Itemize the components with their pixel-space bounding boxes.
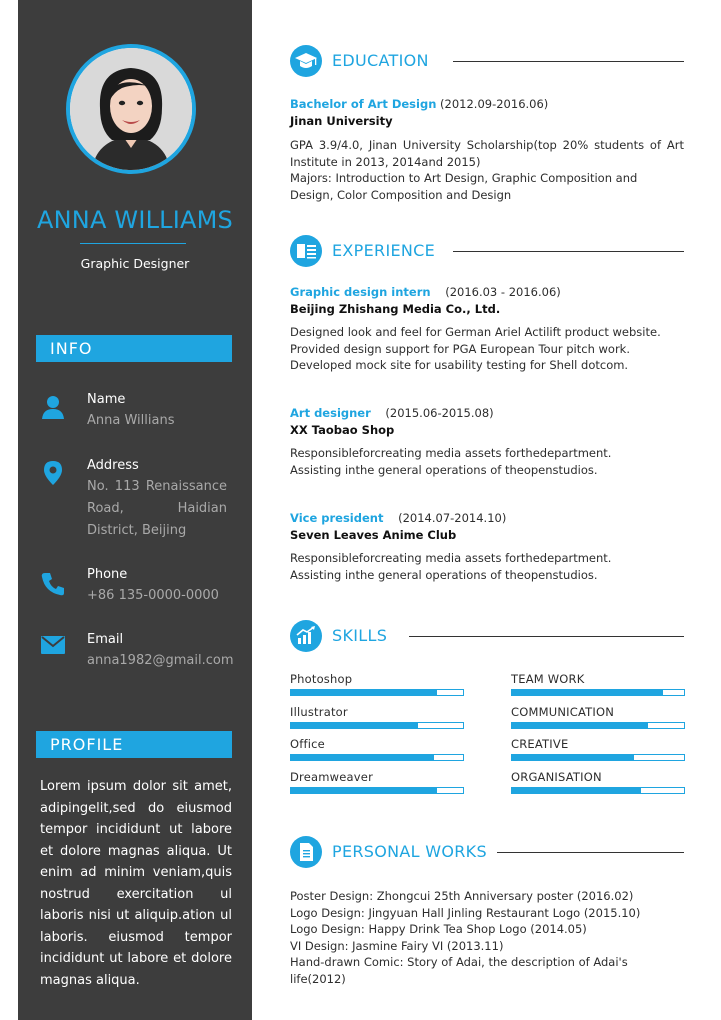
sidebar [18, 0, 252, 1020]
school-name: Jinan University [290, 114, 393, 128]
job-period: (2014.07-2014.10) [398, 511, 507, 525]
info-label: Name [87, 392, 126, 407]
info-value: No. 113 Renaissance Road, Haidian District, Beijing [87, 479, 227, 538]
job-line: Assisting inthe general operations of theopenstudios. [290, 462, 598, 477]
skill-fill [512, 723, 648, 728]
document-icon [290, 836, 322, 868]
job-title-line [290, 511, 506, 525]
job-line: Responsibleforcreating media assets forthedepartment. [290, 551, 612, 565]
info-label: Phone [87, 567, 128, 582]
skill-bar [290, 689, 464, 696]
skill-name: ORGANISATION [511, 770, 602, 784]
work-item: Poster Design: Zhongcui 25th Anniversary poster (2016.02) [290, 889, 634, 903]
skill-fill [291, 755, 434, 760]
skill-fill [291, 788, 437, 793]
profile-text: Lorem ipsum dolor sit amet, adipingelit,sed do eiusmod tempor incididunt ut labore et dolore magnas aliqua. Ut enim ad minim veniam,quis nostrud exercitation ul laboris nisi ut aliquip.ation ul laboris. eiusmod tempor incididunt ut labore et dolore magnas aliqua. [40, 779, 232, 988]
skills-section-header [290, 620, 684, 652]
phone-icon [40, 571, 66, 597]
section-divider [453, 61, 684, 62]
education-degree-line [290, 97, 548, 111]
skill-bar [511, 689, 685, 696]
mail-icon [40, 632, 66, 658]
degree-name: Bachelor of Art Design [290, 97, 437, 111]
job-company: Seven Leaves Anime Club [290, 528, 457, 542]
job-company: Beijing Zhishang Media Co., Ltd. [290, 302, 501, 316]
education-details: GPA 3.9/4.0, Jinan University Scholarship(top 20% students of Art Institute in 2013, 2014and 2015) [290, 138, 684, 169]
skill-bar [511, 787, 685, 794]
section-title: EDUCATION [332, 51, 429, 70]
info-value: +86 135-0000-0000 [87, 588, 219, 603]
section-title: SKILLS [332, 626, 388, 645]
skill-fill [291, 723, 418, 728]
skill-item [290, 705, 464, 729]
skill-name: TEAM WORK [511, 672, 585, 686]
education-section-header [290, 45, 684, 77]
skill-bar [511, 722, 685, 729]
info-value: anna1982@gmail.com [87, 653, 234, 668]
job-line: Developed mock site for usability testing for Shell dotcom. [290, 358, 629, 372]
profile-photo [66, 44, 196, 174]
list-icon [290, 235, 322, 267]
job-line: Designed look and feel for German Ariel Actilift product website. [290, 325, 661, 339]
job-description [290, 550, 684, 583]
skill-item [511, 737, 685, 761]
job-period: (2015.06-2015.08) [385, 406, 494, 420]
skill-bar [290, 754, 464, 761]
skill-item [290, 770, 464, 794]
section-title: PERSONAL WORKS [332, 842, 487, 861]
job-title-line [290, 406, 494, 420]
section-divider [497, 852, 684, 853]
info-label: Address [87, 458, 139, 473]
section-title: EXPERIENCE [332, 241, 436, 260]
info-label: Email [87, 632, 124, 647]
skill-name: Dreamweaver [290, 770, 373, 784]
skill-bar [511, 754, 685, 761]
info-heading: INFO [36, 335, 232, 362]
skill-fill [512, 788, 641, 793]
name-divider [80, 243, 186, 244]
work-item: Logo Design: Jingyuan Hall Jinling Restaurant Logo (2015.10) [290, 905, 641, 920]
skill-item [511, 705, 685, 729]
skill-fill [512, 690, 663, 695]
skill-name: COMMUNICATION [511, 705, 615, 719]
section-divider [409, 636, 684, 637]
work-item: VI Design: Jasmine Fairy VI (2013.11) [290, 938, 504, 953]
skill-bar [290, 722, 464, 729]
skill-name: Photoshop [290, 672, 353, 686]
job-title-line [290, 285, 561, 299]
person-icon [40, 394, 66, 420]
portrait-image [70, 48, 192, 170]
skill-fill [291, 690, 437, 695]
location-pin-icon [40, 460, 66, 486]
job-description [290, 445, 684, 478]
job-role: Graphic design intern [290, 285, 431, 299]
experience-section-header [290, 235, 684, 267]
job-description [290, 324, 684, 374]
education-majors: Majors: Introduction to Art Design, Graphic Composition and Design, Color Composition and Design [290, 171, 638, 202]
candidate-name: ANNA WILLIAMS [37, 206, 233, 234]
skill-name: Office [290, 737, 325, 751]
skill-item [511, 770, 685, 794]
personal-works-list [290, 888, 684, 987]
work-item: Logo Design: Happy Drink Tea Shop Logo (2014.05) [290, 922, 587, 936]
job-title: Graphic Designer [80, 256, 190, 271]
skill-fill [512, 755, 634, 760]
skill-bar [290, 787, 464, 794]
job-company: XX Taobao Shop [290, 423, 395, 437]
work-item: Hand-drawn Comic: Story of Adai, the description of Adai's life(2012) [290, 955, 628, 986]
job-line: Assisting inthe general operations of theopenstudios. [290, 567, 598, 582]
personal-works-section-header [290, 836, 684, 868]
degree-period: (2012.09-2016.06) [440, 97, 549, 111]
skill-item [290, 737, 464, 761]
skill-name: Illustrator [290, 705, 348, 719]
section-divider [453, 251, 684, 252]
chart-icon [290, 620, 322, 652]
job-line: Provided design support for PGA European Tour pitch work. [290, 341, 630, 356]
graduation-cap-icon [290, 45, 322, 77]
job-role: Vice president [290, 511, 384, 525]
profile-heading: PROFILE [36, 731, 232, 758]
job-line: Responsibleforcreating media assets forthedepartment. [290, 446, 612, 460]
skill-item [511, 672, 685, 696]
info-value: Anna Willians [87, 413, 175, 428]
skill-name: CREATIVE [511, 737, 569, 751]
job-role: Art designer [290, 406, 371, 420]
skill-item [290, 672, 464, 696]
job-period: (2016.03 - 2016.06) [445, 285, 561, 299]
